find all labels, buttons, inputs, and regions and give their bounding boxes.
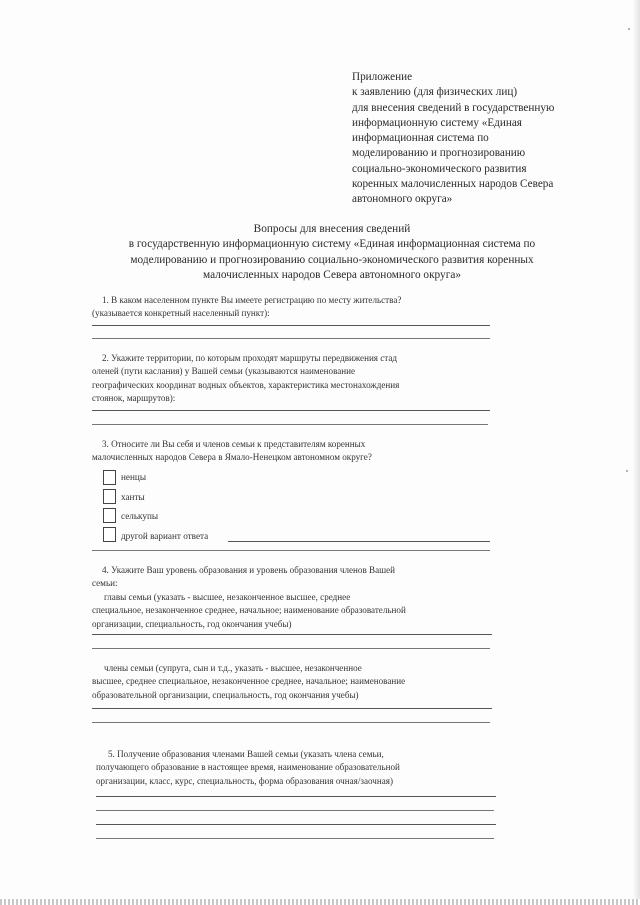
question-3-line: 3. Относите ли Вы себя и членов семьи к представителям коренных: [102, 439, 366, 449]
appendix-line: к заявлению (для физических лиц): [352, 86, 518, 99]
answer-line-4c[interactable]: [92, 708, 492, 709]
question-4-line: 4. Укажите Ваш уровень образования и уровень образования членов Вашей: [102, 565, 396, 575]
appendix-line: социально-экономического развития: [352, 162, 527, 175]
appendix-line: моделированию и прогнозированию: [352, 147, 526, 160]
title-line: в государственную информационную систему «Единая информационная система по: [128, 238, 536, 251]
checkbox-other-answer[interactable]: [103, 527, 116, 542]
question-5-line: организации, класс, курс, специальность, форма образования очная/заочная): [96, 775, 393, 786]
question-5-line: 5. Получение образования членами Вашей семьи (указать члена семьи,: [108, 749, 384, 759]
option-other-answer-label: другой вариант ответа: [121, 531, 209, 541]
checkbox-selkupy[interactable]: [103, 508, 116, 523]
scan-speck: [626, 470, 628, 472]
question-4-members-line: члены семьи (супруга, сын и т.д., указать - высшее, незаконченное: [104, 663, 362, 673]
question-5: [96, 748, 400, 788]
answer-line-5a[interactable]: [96, 796, 496, 797]
title-line: моделированию и прогнозированию социально-экономического развития коренных: [130, 253, 534, 266]
answer-line-5b[interactable]: [96, 810, 494, 811]
scan-edge-bottom: [0, 899, 640, 905]
appendix-line: информационную систему «Единая: [352, 116, 522, 129]
scan-speck: [628, 28, 630, 30]
answer-line-2a[interactable]: [92, 410, 490, 411]
answer-line-4d[interactable]: [92, 722, 490, 723]
title-line: Вопросы для внесения сведений: [253, 223, 411, 235]
question-4-line: семьи:: [92, 578, 118, 589]
question-4-head-line: главы семьи (указать - высшее, незаконченное высшее, среднее: [104, 592, 351, 602]
option-khanty-label: ханты: [121, 492, 145, 502]
question-3-line: малочисленных народов Севера в Ямало-Ненецком автономном округе?: [92, 452, 372, 463]
checkbox-nentsy[interactable]: [103, 470, 116, 485]
question-4-members-line: образовательной организации, специальность, год окончания учебы): [92, 689, 359, 700]
question-1-line: 1. В каком населенном пункте Вы имеете регистрацию по месту жительства?: [102, 295, 402, 305]
option-nentsy-label: ненцы: [121, 472, 147, 482]
appendix-line: коренных малочисленных народов Севера: [352, 178, 554, 191]
checkbox-khanty[interactable]: [103, 489, 116, 504]
answer-line-4b[interactable]: [92, 648, 490, 649]
question-3: [92, 438, 372, 465]
appendix-header: [352, 70, 612, 208]
question-2-line: 2. Укажите территории, по которым проходят маршруты передвижения стад: [102, 353, 398, 363]
answer-line-5c[interactable]: [96, 824, 496, 825]
answer-line-1b[interactable]: [92, 338, 490, 339]
document-title: [82, 222, 582, 283]
question-4-head-of-family: [92, 591, 406, 631]
answer-line-2b[interactable]: [92, 424, 488, 425]
question-4-members-line: высшее, среднее специальное, незаконченное среднее, начальное; наименование: [92, 676, 406, 687]
appendix-line: для внесения сведений в государственную: [352, 101, 555, 114]
question-4-head-line: организации, специальность, год окончания учебы): [92, 618, 292, 629]
appendix-line: Приложение: [352, 71, 413, 83]
question-2-line: стоянок, маршрутов):: [92, 392, 176, 403]
question-5-line: получающего образование в настоящее время, наименование образовательной: [96, 762, 400, 773]
answer-line-1a[interactable]: [92, 325, 490, 326]
title-line: малочисленных народов Севера автономного округа»: [203, 268, 461, 281]
question-2-line: оленей (пути каслания) у Вашей семьи (указываются наименование: [92, 366, 356, 377]
question-2-line: географических координат водных объектов, характеристика местонахождения: [92, 379, 400, 390]
option-selkupy-label: селькупы: [121, 511, 159, 521]
appendix-line: автономного округа»: [352, 193, 453, 206]
question-4-head-line: специальное, незаконченное среднее, начальное; наименование образовательной: [92, 605, 406, 616]
answer-line-5d[interactable]: [96, 838, 494, 839]
question-4-family-members: [92, 662, 405, 702]
question-4: [92, 564, 395, 591]
question-2: [92, 352, 399, 405]
scan-edge-right: [632, 0, 640, 905]
question-1: [92, 294, 401, 321]
answer-line-3[interactable]: [92, 550, 490, 551]
question-1-line: (указывается конкретный населенный пункт):: [92, 308, 270, 319]
other-answer-line[interactable]: [228, 541, 490, 542]
answer-line-4a[interactable]: [92, 634, 492, 635]
appendix-line: информационная система по: [352, 132, 489, 145]
